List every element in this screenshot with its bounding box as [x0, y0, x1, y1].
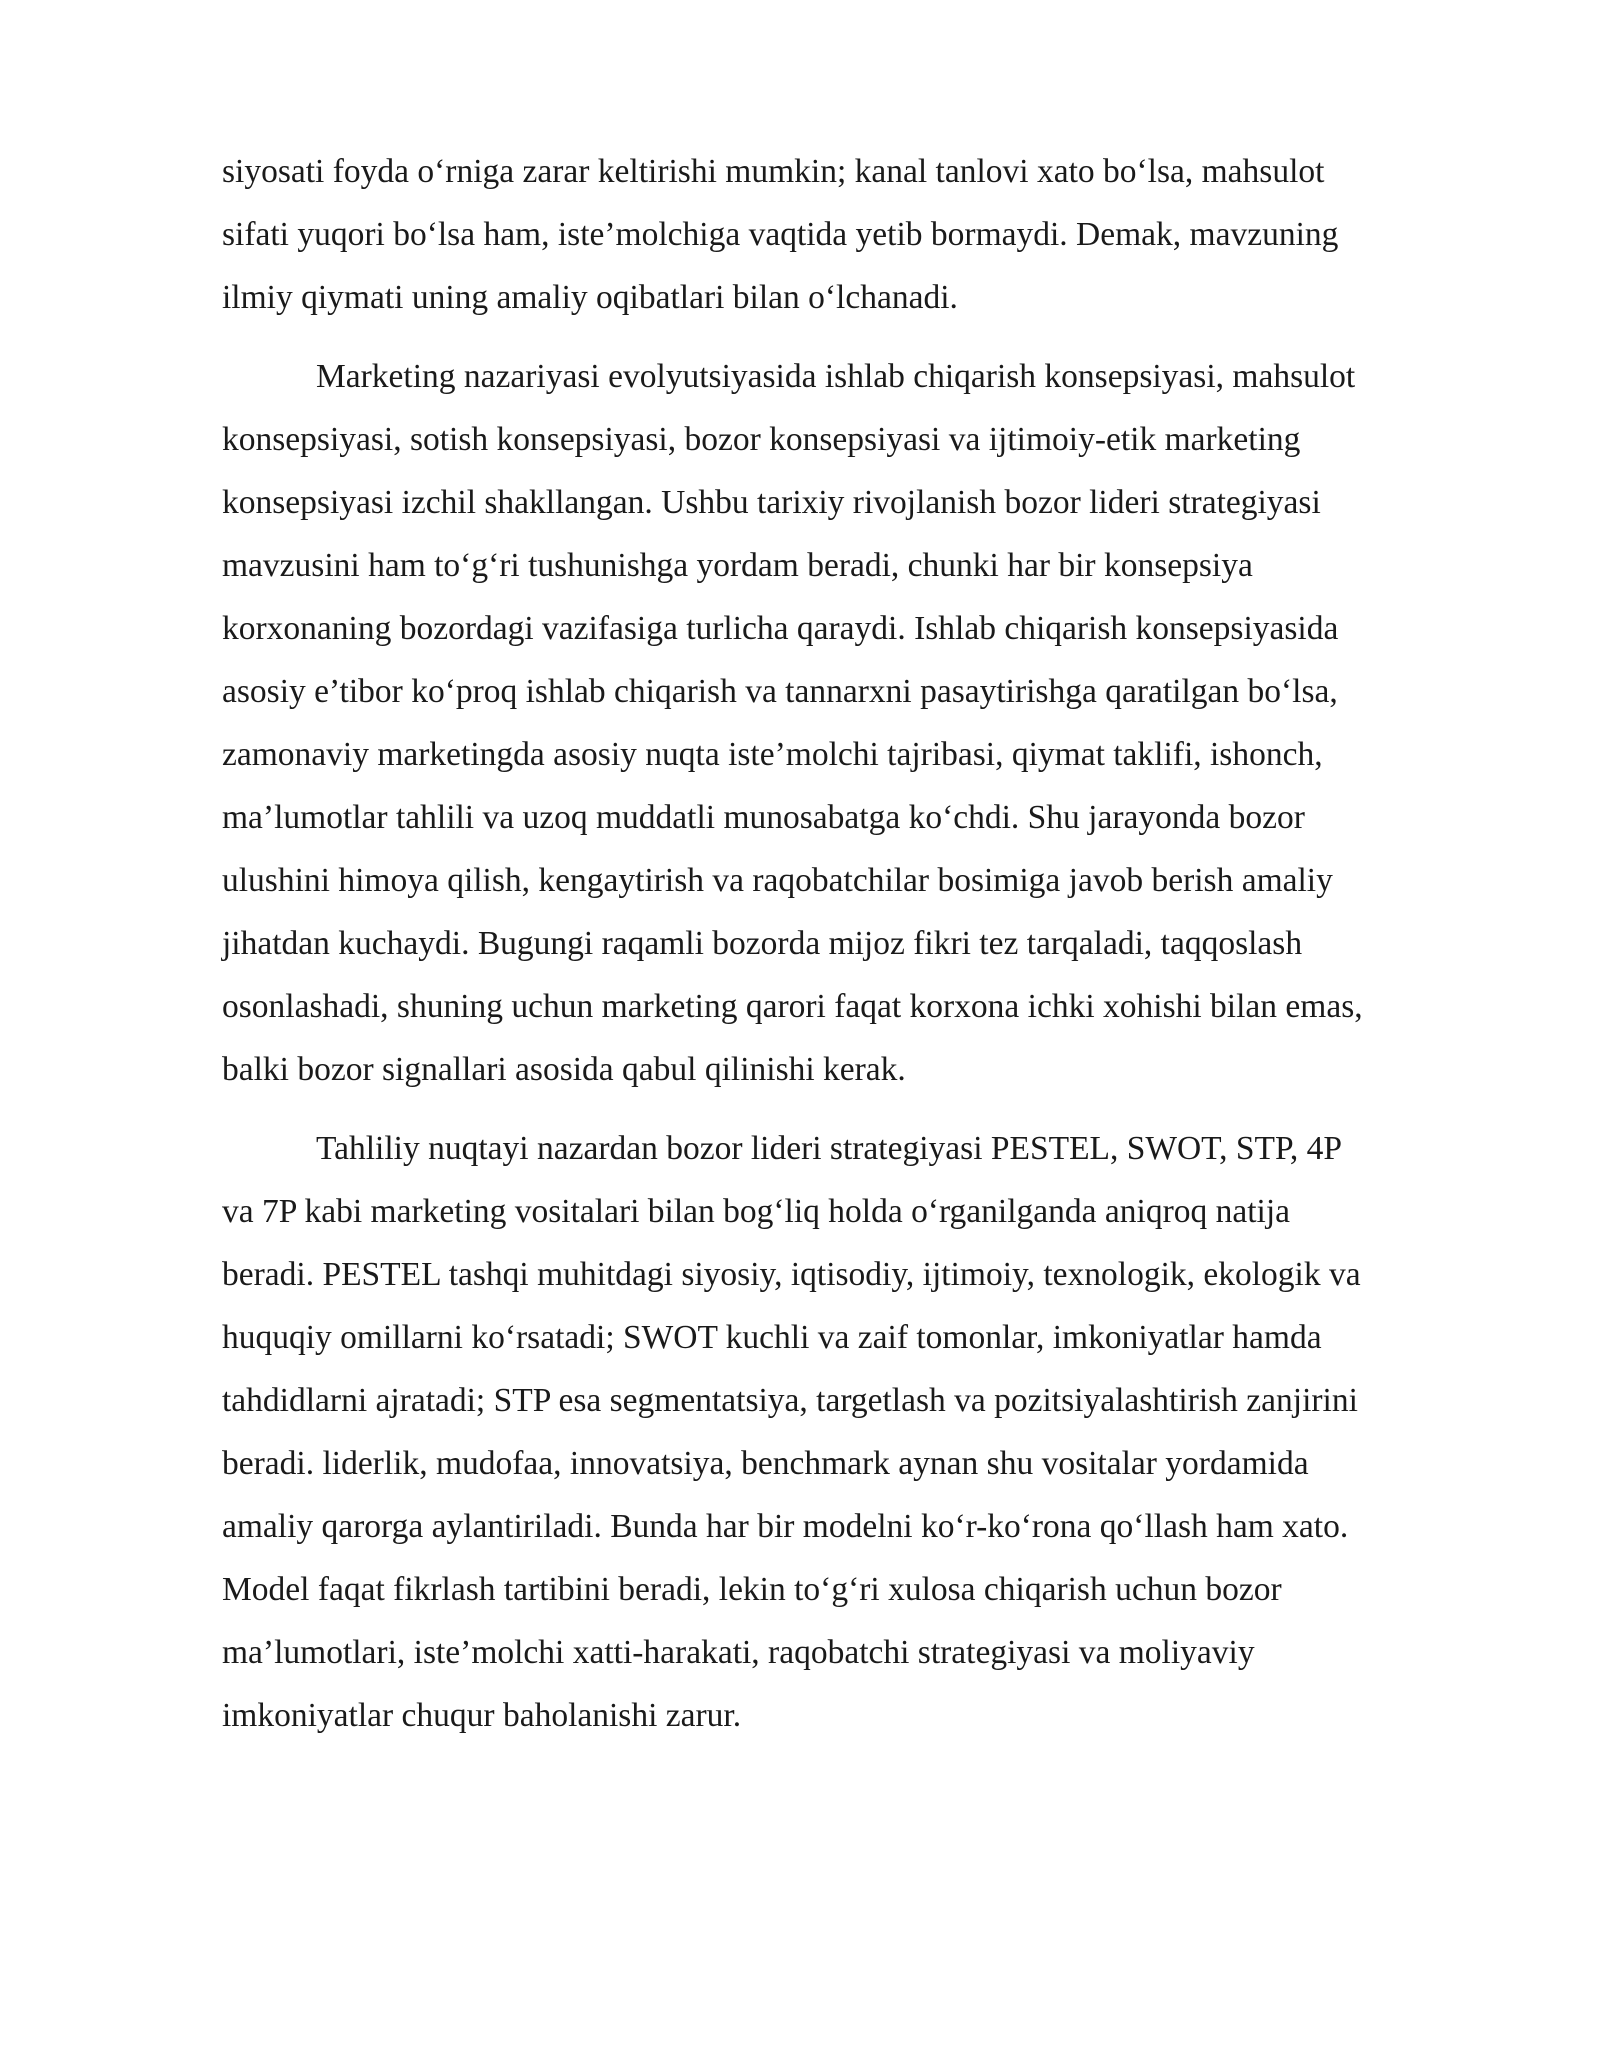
text-line: ilmiy qiymati uning amaliy oqibatlari bilan o‘lchanadi. — [222, 279, 958, 316]
text-line: ma’lumotlar tahlili va uzoq muddatli munosabatga ko‘chdi. Shu jarayonda bozor — [222, 799, 1305, 836]
paragraph-1 — [222, 140, 1484, 329]
text-line: mavzusini ham to‘g‘ri tushunishga yordam beradi, chunki har bir konsepsiya — [222, 547, 1253, 584]
text-line: konsepsiyasi, sotish konsepsiyasi, bozor konsepsiyasi va ijtimoiy-etik marketing — [222, 421, 1301, 458]
text-line: tahdidlarni ajratadi; STP esa segmentatsiya, targetlash va pozitsiyalashtirish zanjirini — [222, 1382, 1358, 1419]
text-line: ma’lumotlari, iste’molchi xatti-harakati, raqobatchi strategiyasi va moliyaviy — [222, 1634, 1255, 1671]
text-line: siyosati foyda o‘rniga zarar keltirishi mumkin; kanal tanlovi xato bo‘lsa, mahsulot — [222, 153, 1325, 190]
text-line: Tahliliy nuqtayi nazardan bozor lideri strategiyasi PESTEL, SWOT, STP, 4P — [316, 1130, 1343, 1167]
text-line: zamonaviy marketingda asosiy nuqta iste’molchi tajribasi, qiymat taklifi, ishonch, — [222, 736, 1323, 773]
text-line: jihatdan kuchaydi. Bugungi raqamli bozorda mijoz fikri tez tarqaladi, taqqoslash — [222, 925, 1303, 962]
paragraph-3 — [222, 1117, 1484, 1747]
text-line: ulushini himoya qilish, kengaytirish va raqobatchilar bosimiga javob berish amaliy — [222, 862, 1333, 899]
text-line: asosiy e’tibor ko‘proq ishlab chiqarish va tannarxni pasaytirishga qaratilgan bo‘lsa, — [222, 673, 1338, 710]
document-body — [222, 140, 1484, 1763]
text-line: balki bozor signallari asosida qabul qilinishi kerak. — [222, 1051, 906, 1088]
text-line: korxonaning bozordagi vazifasiga turlicha qaraydi. Ishlab chiqarish konsepsiyasida — [222, 610, 1339, 647]
text-line: beradi. liderlik, mudofaa, innovatsiya, benchmark aynan shu vositalar yordamida — [222, 1445, 1309, 1482]
text-line: va 7P kabi marketing vositalari bilan bog‘liq holda o‘rganilganda aniqroq natija — [222, 1193, 1291, 1230]
text-line: sifati yuqori bo‘lsa ham, iste’molchiga vaqtida yetib bormaydi. Demak, mavzuning — [222, 216, 1339, 253]
text-line: Marketing nazariyasi evolyutsiyasida ishlab chiqarish konsepsiyasi, mahsulot — [316, 358, 1356, 395]
text-line: konsepsiyasi izchil shakllangan. Ushbu tarixiy rivojlanish bozor lideri strategiyasi — [222, 484, 1321, 521]
text-line: beradi. PESTEL tashqi muhitdagi siyosiy, iqtisodiy, ijtimoiy, texnologik, ekologik va — [222, 1256, 1361, 1293]
text-line: Model faqat fikrlash tartibini beradi, lekin to‘g‘ri xulosa chiqarish uchun bozor — [222, 1571, 1282, 1608]
text-line: amaliy qarorga aylantiriladi. Bunda har bir modelni ko‘r-ko‘rona qo‘llash ham xato. — [222, 1508, 1349, 1545]
text-line: imkoniyatlar chuqur baholanishi zarur. — [222, 1697, 742, 1734]
text-line: osonlashadi, shuning uchun marketing qarori faqat korxona ichki xohishi bilan emas, — [222, 988, 1363, 1025]
paragraph-2 — [222, 345, 1484, 1101]
text-line: huquqiy omillarni ko‘rsatadi; SWOT kuchli va zaif tomonlar, imkoniyatlar hamda — [222, 1319, 1322, 1356]
